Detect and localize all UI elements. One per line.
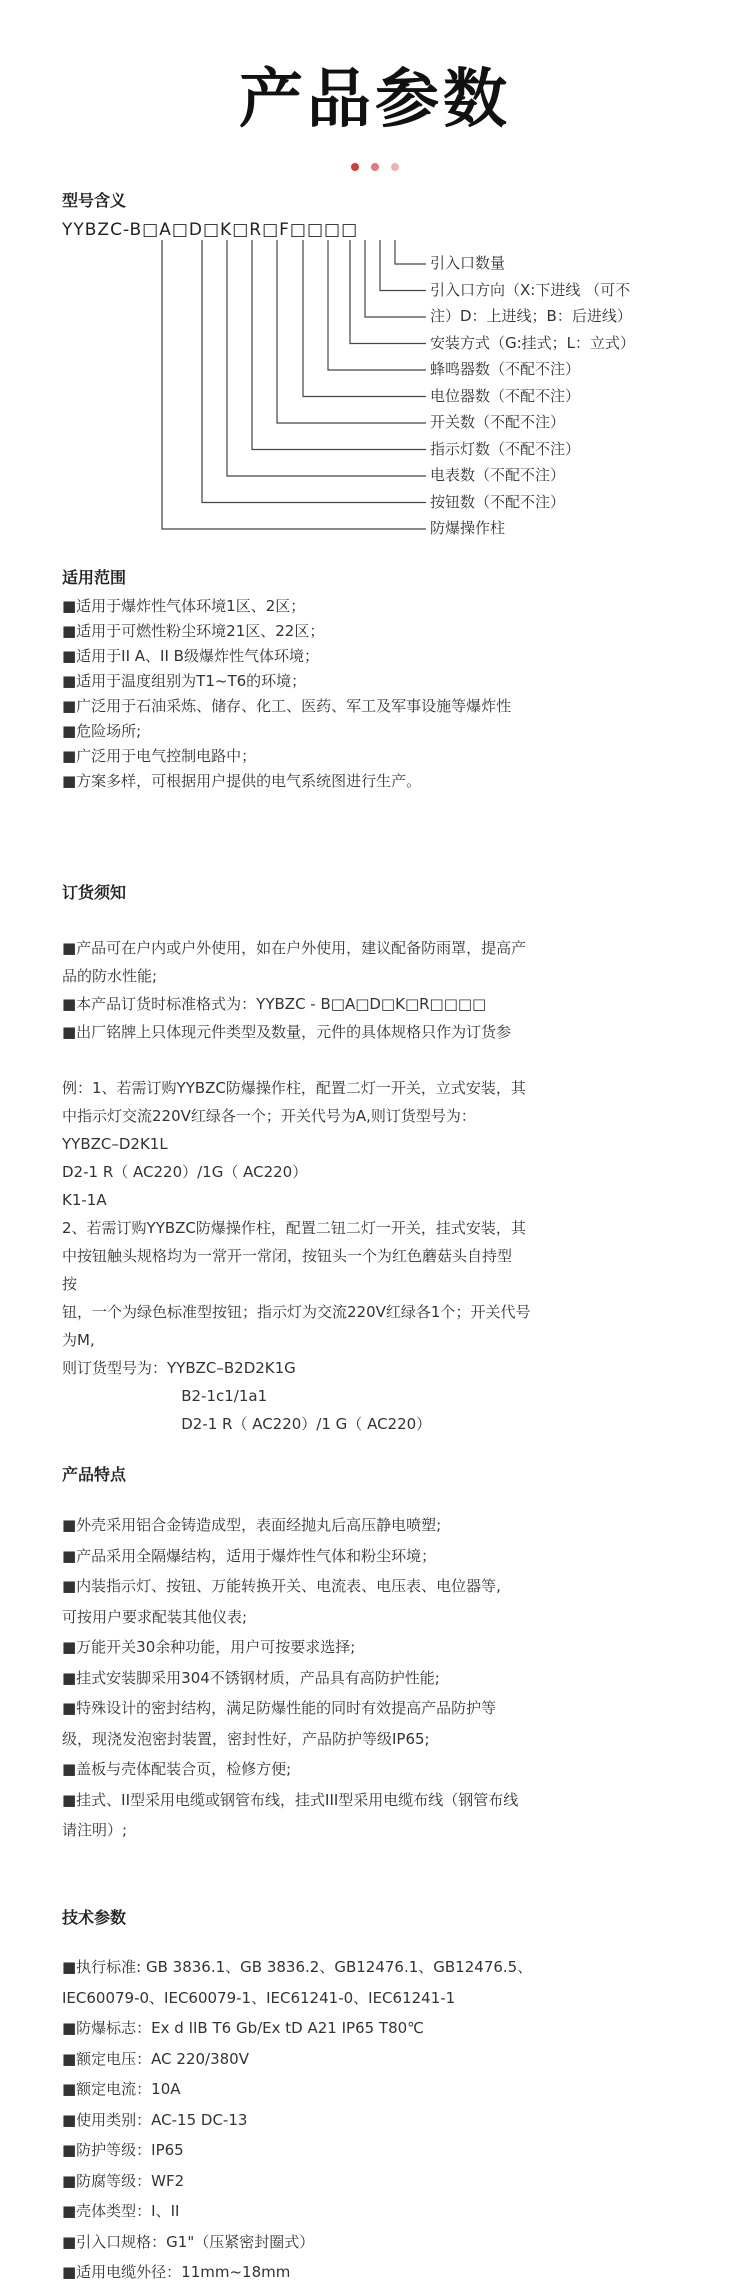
ordering-line: ■本产品订货时标准格式为：YYBZC - B□A□D□K□R□□□□ (62, 995, 487, 1013)
ordering-line: D2-1 R（ AC220）/1 G（ AC220） (62, 1415, 432, 1433)
legend-line: 指示灯数（不配不注） (430, 439, 581, 458)
decorative-dots (0, 158, 750, 176)
ordering-line: 中指示灯交流220V红绿各一个；开关代号为A,则订货型号为： (62, 1107, 476, 1125)
section-title-features: 产品特点 (62, 1465, 127, 1484)
diagram-connector (227, 240, 426, 476)
specs-line: ■额定电压：AC 220/380V (62, 2049, 249, 2068)
specs-line: ■壳体类型：I、II (62, 2202, 180, 2220)
diagram-connector (380, 240, 426, 291)
features-line: ■外壳采用铝合金铸造成型，表面经抛丸后高压静电喷塑; (62, 1516, 442, 1534)
features-line: ■产品采用全隔爆结构，适用于爆炸性气体和粉尘环境； (62, 1546, 437, 1565)
diagram-connector (328, 240, 426, 370)
features-line: ■盖板与壳体配装合页，检修方便; (62, 1760, 292, 1778)
features-list (62, 1510, 692, 1846)
specs-line: ■额定电流：10A (62, 2080, 181, 2098)
specs-line: ■适用电缆外径：11mm~18mm (62, 2263, 291, 2281)
scope-line: ■广泛用于电气控制电路中； (62, 747, 257, 765)
scope-line: ■适用于爆炸性气体环境1区、2区； (62, 597, 306, 615)
section-title-ordering: 订货须知 (62, 883, 127, 902)
legend-line: 电位器数（不配不注） (430, 386, 581, 405)
diagram-connector (252, 240, 426, 450)
legend-line: 电表数（不配不注） (430, 466, 566, 484)
ordering-line: 中按钮触头规格均为一常开一常闭，按钮头一个为红色蘑菇头自持型 (62, 1247, 513, 1265)
legend-line: 按钮数（不配不注） (430, 492, 566, 511)
features-line: 可按用户要求配装其他仪表; (62, 1607, 248, 1626)
section-title-specs: 技术参数 (62, 1908, 127, 1927)
scope-line: ■危险场所; (62, 722, 142, 740)
features-line: ■内装指示灯、按钮、万能转换开关、电流表、电压表、电位器等, (62, 1577, 501, 1595)
ordering-line: 为M, (62, 1331, 95, 1349)
features-line: 请注明）; (62, 1821, 128, 1839)
page-header (0, 0, 750, 200)
model-code: YYBZC-B□A□D□K□R□F□□□□ (62, 220, 359, 240)
ordering-line: 则订货型号为：YYBZC–B2D2K1G (62, 1359, 296, 1377)
scope-line: ■适用于II A、II B级爆炸性气体环境； (62, 647, 319, 665)
ordering-line: ■产品可在户内或户外使用，如在户外使用，建议配备防雨罩，提高产 (62, 939, 527, 957)
diagram-connector (202, 240, 426, 503)
specs-list (62, 1952, 692, 2288)
legend-line: 注）D：上进线；B：后进线） (430, 307, 632, 325)
diagram-connector (350, 240, 426, 344)
specs-line: ■防护等级：IP65 (62, 2141, 184, 2159)
features-line: ■特殊设计的密封结构，满足防爆性能的同时有效提高产品防护等 (62, 1699, 497, 1717)
legend-line: 引入口数量 (430, 254, 506, 272)
ordering-line: ■出厂铭牌上只体现元件类型及数量，元件的具体规格只作为订货参 (62, 1023, 512, 1041)
legend-line: 开关数（不配不注） (430, 413, 566, 431)
ordering-line: 按 (62, 1275, 78, 1293)
ordering-line: B2-1c1/1a1 (62, 1387, 268, 1405)
scope-line: ■适用于可燃性粉尘环境21区、22区； (62, 622, 325, 640)
page-title: 产品参数 (239, 63, 511, 137)
specs-line: ■防爆标志：Ex d IIB T6 Gb/Ex tD A21 IP65 T80℃ (62, 2019, 425, 2037)
section-title-scope: 适用范围 (62, 568, 127, 587)
ordering-line: 例：1、若需订购YYBZC防爆操作柱，配置二灯一开关，立式安装，其 (62, 1079, 526, 1097)
specs-line: ■防腐等级：WF2 (62, 2171, 185, 2190)
ordering-list (62, 934, 692, 1438)
diagram-connector (277, 240, 426, 423)
legend-line: 安装方式（G:挂式；L：立式） (430, 333, 636, 352)
legend-line: 引入口方向（X:下进线 （可不 (430, 280, 631, 299)
specs-line: IEC60079-0、IEC60079-1、IEC61241-0、IEC61241-1 (62, 1988, 456, 2007)
section-title-model: 型号含义 (62, 191, 127, 210)
scope-line: ■广泛用于石油采炼、储存、化工、医药、军工及军事设施等爆炸性 (62, 697, 512, 715)
scope-line: ■适用于温度组别为T1~T6的环境； (62, 672, 307, 690)
specs-line: ■执行标准: GB 3836.1、GB 3836.2、GB12476.1、GB12476.5、 (62, 1958, 533, 1976)
ordering-line (62, 1046, 692, 1074)
features-line: ■挂式安装脚采用304不锈钢材质，产品具有高防护性能; (62, 1668, 440, 1687)
dot-3 (391, 163, 399, 171)
ordering-line: K1-1A (62, 1191, 107, 1209)
diagram-connector (395, 240, 426, 264)
scope-line: ■方案多样，可根据用户提供的电气系统图进行生产。 (62, 772, 422, 790)
model-legend (430, 250, 730, 542)
ordering-line: 钮，一个为绿色标准型按钮；指示灯为交流220V红绿各1个；开关代号 (62, 1303, 531, 1321)
specs-line: ■引入口规格：G1"（压紧密封圈式） (62, 2232, 315, 2251)
features-line: 级，现浇发泡密封装置，密封性好，产品防护等级IP65; (62, 1729, 430, 1748)
dot-1 (351, 163, 359, 171)
ordering-line: YYBZC–D2K1L (62, 1135, 168, 1153)
ordering-line: 2、若需订购YYBZC防爆操作柱，配置二钮二灯一开关，挂式安装，其 (62, 1219, 526, 1237)
legend-line: 防爆操作柱 (430, 519, 506, 537)
ordering-line: D2-1 R（ AC220）/1G（ AC220） (62, 1163, 308, 1181)
dot-2 (371, 163, 379, 171)
ordering-line: 品的防水性能; (62, 967, 158, 985)
features-line: ■万能开关30余种功能，用户可按要求选择; (62, 1638, 356, 1656)
scope-list (62, 594, 692, 794)
legend-line: 蜂鸣器数（不配不注） (430, 360, 581, 378)
specs-line: ■使用类别：AC-15 DC-13 (62, 2110, 248, 2129)
features-line: ■挂式、II型采用电缆或钢管布线，挂式III型采用电缆布线（钢管布线 (62, 1790, 519, 1809)
